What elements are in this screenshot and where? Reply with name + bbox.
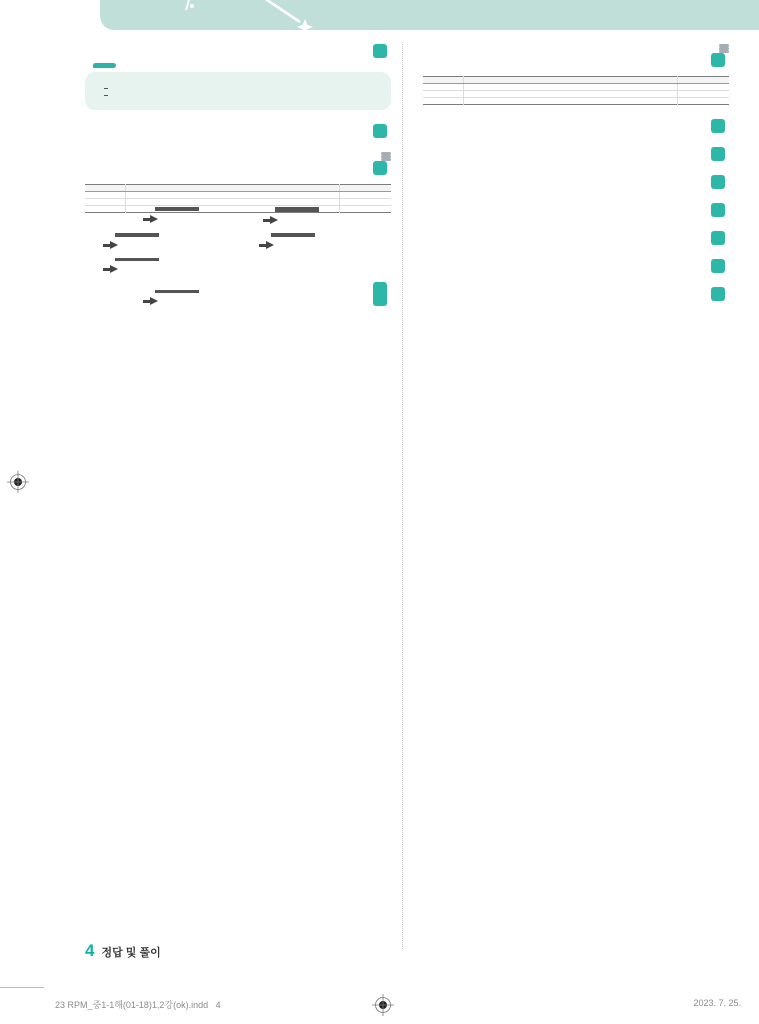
answer [711, 119, 729, 133]
answer-badge [373, 44, 387, 58]
table-cell [463, 91, 677, 98]
divisor [103, 260, 115, 261]
division-work [245, 207, 365, 225]
table-cell [85, 199, 125, 206]
table-cell [85, 192, 125, 199]
solution-line [85, 44, 391, 58]
table-cell [125, 199, 339, 206]
division-result [259, 241, 361, 250]
answer-badge [711, 53, 725, 67]
solution-line [423, 231, 729, 245]
result-arrow-icon [103, 241, 118, 250]
solution-line [423, 203, 729, 217]
division-row [143, 210, 245, 211]
solution-line [423, 53, 729, 67]
division-result [263, 216, 365, 225]
problem-0053 [85, 227, 391, 296]
table-header-cell [423, 77, 463, 84]
answer [373, 292, 391, 306]
answer-badge [711, 175, 725, 189]
table-cell [677, 98, 729, 105]
table-cell [339, 192, 391, 199]
underbrace-expression [104, 95, 108, 96]
answer-badge [373, 292, 387, 306]
crop-mark [0, 987, 44, 988]
dividend-underline [271, 236, 315, 237]
result-arrow-icon [103, 265, 118, 274]
page-footer [85, 941, 161, 961]
table-cell [125, 192, 339, 199]
answer-badge [373, 161, 387, 175]
division-group-row [85, 233, 391, 250]
division-group-row [85, 207, 391, 225]
table-body [423, 84, 729, 105]
table-header-cell [677, 77, 729, 84]
rpm-tip-note [85, 72, 391, 110]
division-work [125, 290, 245, 306]
dividend-underline [275, 211, 319, 212]
divisor [259, 236, 271, 237]
division-work [85, 233, 241, 250]
table-row [423, 84, 729, 91]
answer [373, 44, 391, 58]
grading-table [423, 76, 729, 105]
answer-badge [711, 231, 725, 245]
answer-badge [373, 124, 387, 138]
answer [711, 53, 729, 67]
table-cell [677, 91, 729, 98]
division-result [103, 241, 241, 250]
table-header-cell [339, 185, 391, 192]
table-cell [423, 91, 463, 98]
table-cell [463, 98, 677, 105]
table-header-row [85, 185, 391, 192]
division-work [241, 233, 361, 250]
table-cell [423, 98, 463, 105]
problem-0062 [423, 287, 729, 301]
problem-0058 [423, 175, 729, 189]
division-row [259, 236, 361, 237]
solution-line [423, 147, 729, 161]
solution-line [423, 119, 729, 133]
problem-0060 [423, 231, 729, 245]
answer [373, 124, 391, 138]
problem-0051 [85, 124, 391, 138]
dividend-underline [115, 236, 159, 237]
table-header-cell [85, 185, 125, 192]
divisor [143, 292, 155, 293]
dividend-underline [155, 292, 199, 293]
divisor [103, 236, 115, 237]
result-arrow-icon [143, 215, 158, 224]
solution-line [423, 259, 729, 273]
constellation-decoration-icon [100, 0, 460, 40]
division-work [125, 207, 245, 225]
note-formula-line [99, 88, 377, 90]
result-arrow-icon [259, 241, 274, 250]
registration-mark-icon [371, 993, 395, 1017]
table-row [85, 199, 391, 206]
rpm-note-badge [93, 63, 116, 68]
problem-0061 [423, 259, 729, 273]
answer-badge [711, 287, 725, 301]
division-result [143, 297, 245, 306]
answer [373, 161, 391, 175]
table-head [85, 185, 391, 192]
underbrace-expression [104, 88, 108, 89]
division-result [143, 215, 245, 224]
solution-line [423, 175, 729, 189]
problem-0056 [423, 119, 729, 133]
registration-mark-icon [6, 470, 30, 494]
division-result [103, 265, 241, 274]
solution-line [423, 287, 729, 301]
answer-badge [711, 119, 725, 133]
decorative-top-band [100, 0, 759, 30]
division-group-row [85, 258, 391, 274]
solutions-column-right [423, 44, 729, 324]
table-header-cell [463, 77, 677, 84]
underbrace-group [104, 95, 108, 97]
solutions-column-left [85, 44, 391, 324]
result-arrow-icon [263, 216, 278, 225]
problem-0057 [423, 147, 729, 161]
answer [711, 175, 729, 189]
division-row [263, 211, 365, 212]
division-row [103, 260, 241, 261]
dividend-underline [115, 260, 159, 261]
table-cell [677, 84, 729, 91]
answer [711, 203, 729, 217]
solution-line [85, 161, 391, 175]
answer-badge [711, 147, 725, 161]
divisor [263, 211, 275, 212]
table-cell [423, 84, 463, 91]
division-row [143, 292, 245, 293]
print-file-name: 23 RPM_중1-1해(01-18)1,2강(ok).indd 4 [55, 1000, 221, 1010]
solutions-content [85, 44, 729, 324]
note-formula-line [99, 95, 377, 97]
division-work [85, 258, 241, 274]
problem-0050 [85, 44, 391, 110]
table-row [423, 98, 729, 105]
table-row [423, 91, 729, 98]
print-date: 2023. 7. 25. [693, 998, 741, 1008]
answer [711, 147, 729, 161]
division-row [103, 236, 241, 237]
table-cell [463, 84, 677, 91]
page-number: 4 [85, 941, 95, 960]
answer-badge [711, 259, 725, 273]
answer-badge [711, 203, 725, 217]
problem-0055 [423, 44, 729, 105]
table-head [423, 77, 729, 84]
solution-line [85, 124, 391, 138]
result-arrow-icon [143, 297, 158, 306]
answer [711, 231, 729, 245]
answer [711, 287, 729, 301]
table-header-cell [125, 185, 339, 192]
table-header-row [423, 77, 729, 84]
table-row [85, 192, 391, 199]
dividend-underline [155, 210, 199, 211]
answer [711, 259, 729, 273]
page-footer-label: 정답 및 풀이 [101, 947, 161, 959]
problem-0059 [423, 203, 729, 217]
underbrace-group [104, 88, 108, 90]
divisor [143, 210, 155, 211]
problem-0052 [85, 152, 391, 213]
table-cell [339, 199, 391, 206]
